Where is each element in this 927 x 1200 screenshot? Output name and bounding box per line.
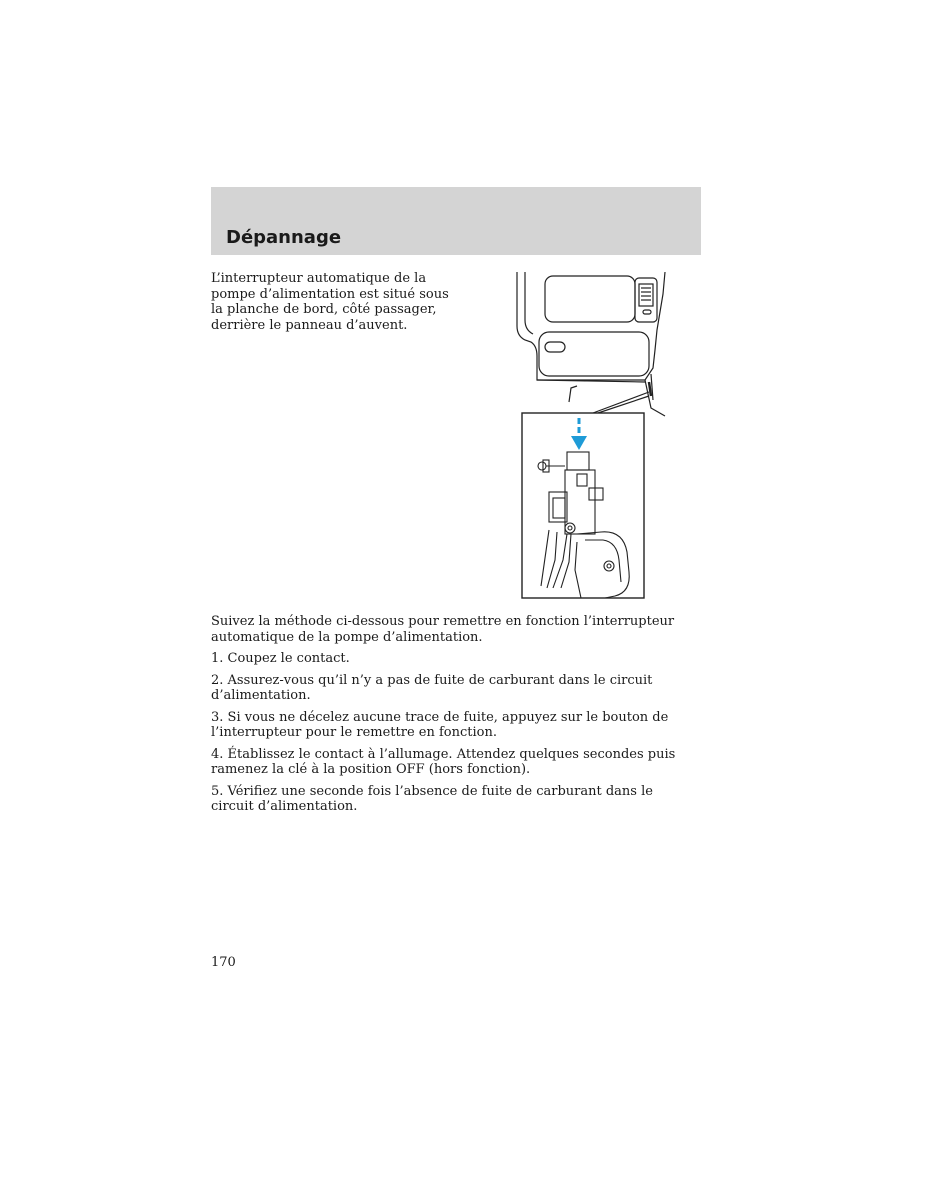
section-header-band bbox=[211, 187, 701, 255]
instructions bbox=[211, 614, 691, 821]
intro-line: la planche de bord, côté passager, bbox=[211, 302, 437, 317]
step-item: 3. Si vous ne décelez aucune trace de fuite, appuyez sur le bouton de l’interrupteur pour le remettre en fonction. bbox=[211, 709, 669, 740]
intro-line: pompe d’alimentation est situé sous bbox=[211, 286, 449, 302]
intro-line: L’interrupteur automatique de la bbox=[211, 271, 427, 286]
intro-line: derrière le panneau d’auvent. bbox=[211, 317, 408, 333]
section-title: Dépannage bbox=[226, 227, 342, 248]
page-number: 170 bbox=[211, 955, 236, 970]
step-item: 5. Vérifiez une seconde fois l’absence de fuite de carburant dans le circuit d’alimentation. bbox=[211, 783, 653, 814]
intro-paragraph bbox=[211, 271, 466, 333]
step-item: 4. Établissez le contact à l’allumage. Attendez quelques secondes puis ramenez la clé à la position OFF (hors fonction). bbox=[211, 746, 676, 777]
step-item: 1. Coupez le contact. bbox=[211, 651, 350, 666]
step-item: 2. Assurez-vous qu’il n’y a pas de fuite de carburant dans le circuit d’alimentation. bbox=[211, 672, 653, 703]
fuel-pump-switch-illustration bbox=[505, 270, 690, 600]
instructions-intro: Suivez la méthode ci-dessous pour remettre en fonction l’interrupteur automatique de la pompe d’alimentation. bbox=[211, 614, 675, 645]
